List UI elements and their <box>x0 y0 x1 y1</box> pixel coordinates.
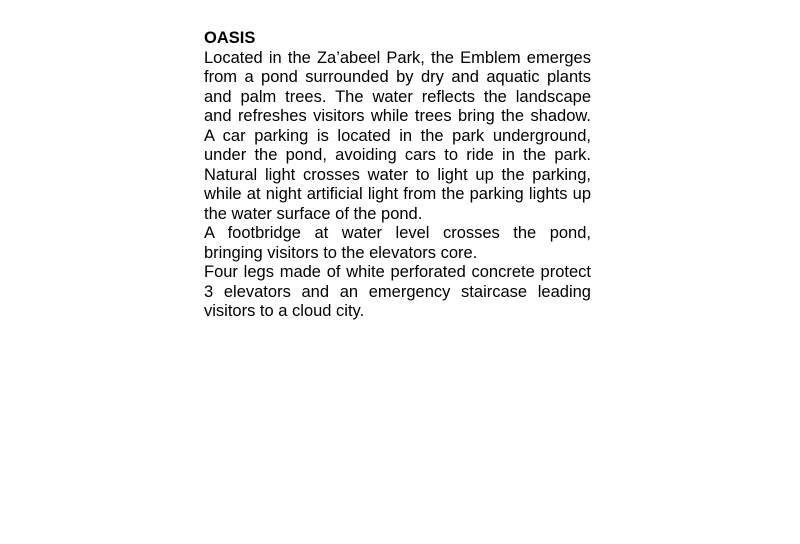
paragraph-footbridge: A footbridge at water level crosses the pond, bringing visitors to the elevators core. <box>204 224 591 262</box>
document-heading: OASIS <box>204 29 256 47</box>
paragraph-location: Located in the Za’abeel Park, the Emblem emerges from a pond surrounded by dry and aquatic plants and palm trees. The water reflects the landscape and refreshes visitors while trees bring the shadow. A car parking is located in the park underground, under the pond, avoiding cars to ride in the park. Natural light crosses water to light up the parking, while at night artificial light from the parking lights up the water surface of the pond. <box>204 48 591 223</box>
paragraph-legs: Four legs made of white perforated concrete protect 3 elevators and an emergency staircase leading visitors to a cloud city. <box>204 263 591 320</box>
document-text-block <box>204 29 591 322</box>
